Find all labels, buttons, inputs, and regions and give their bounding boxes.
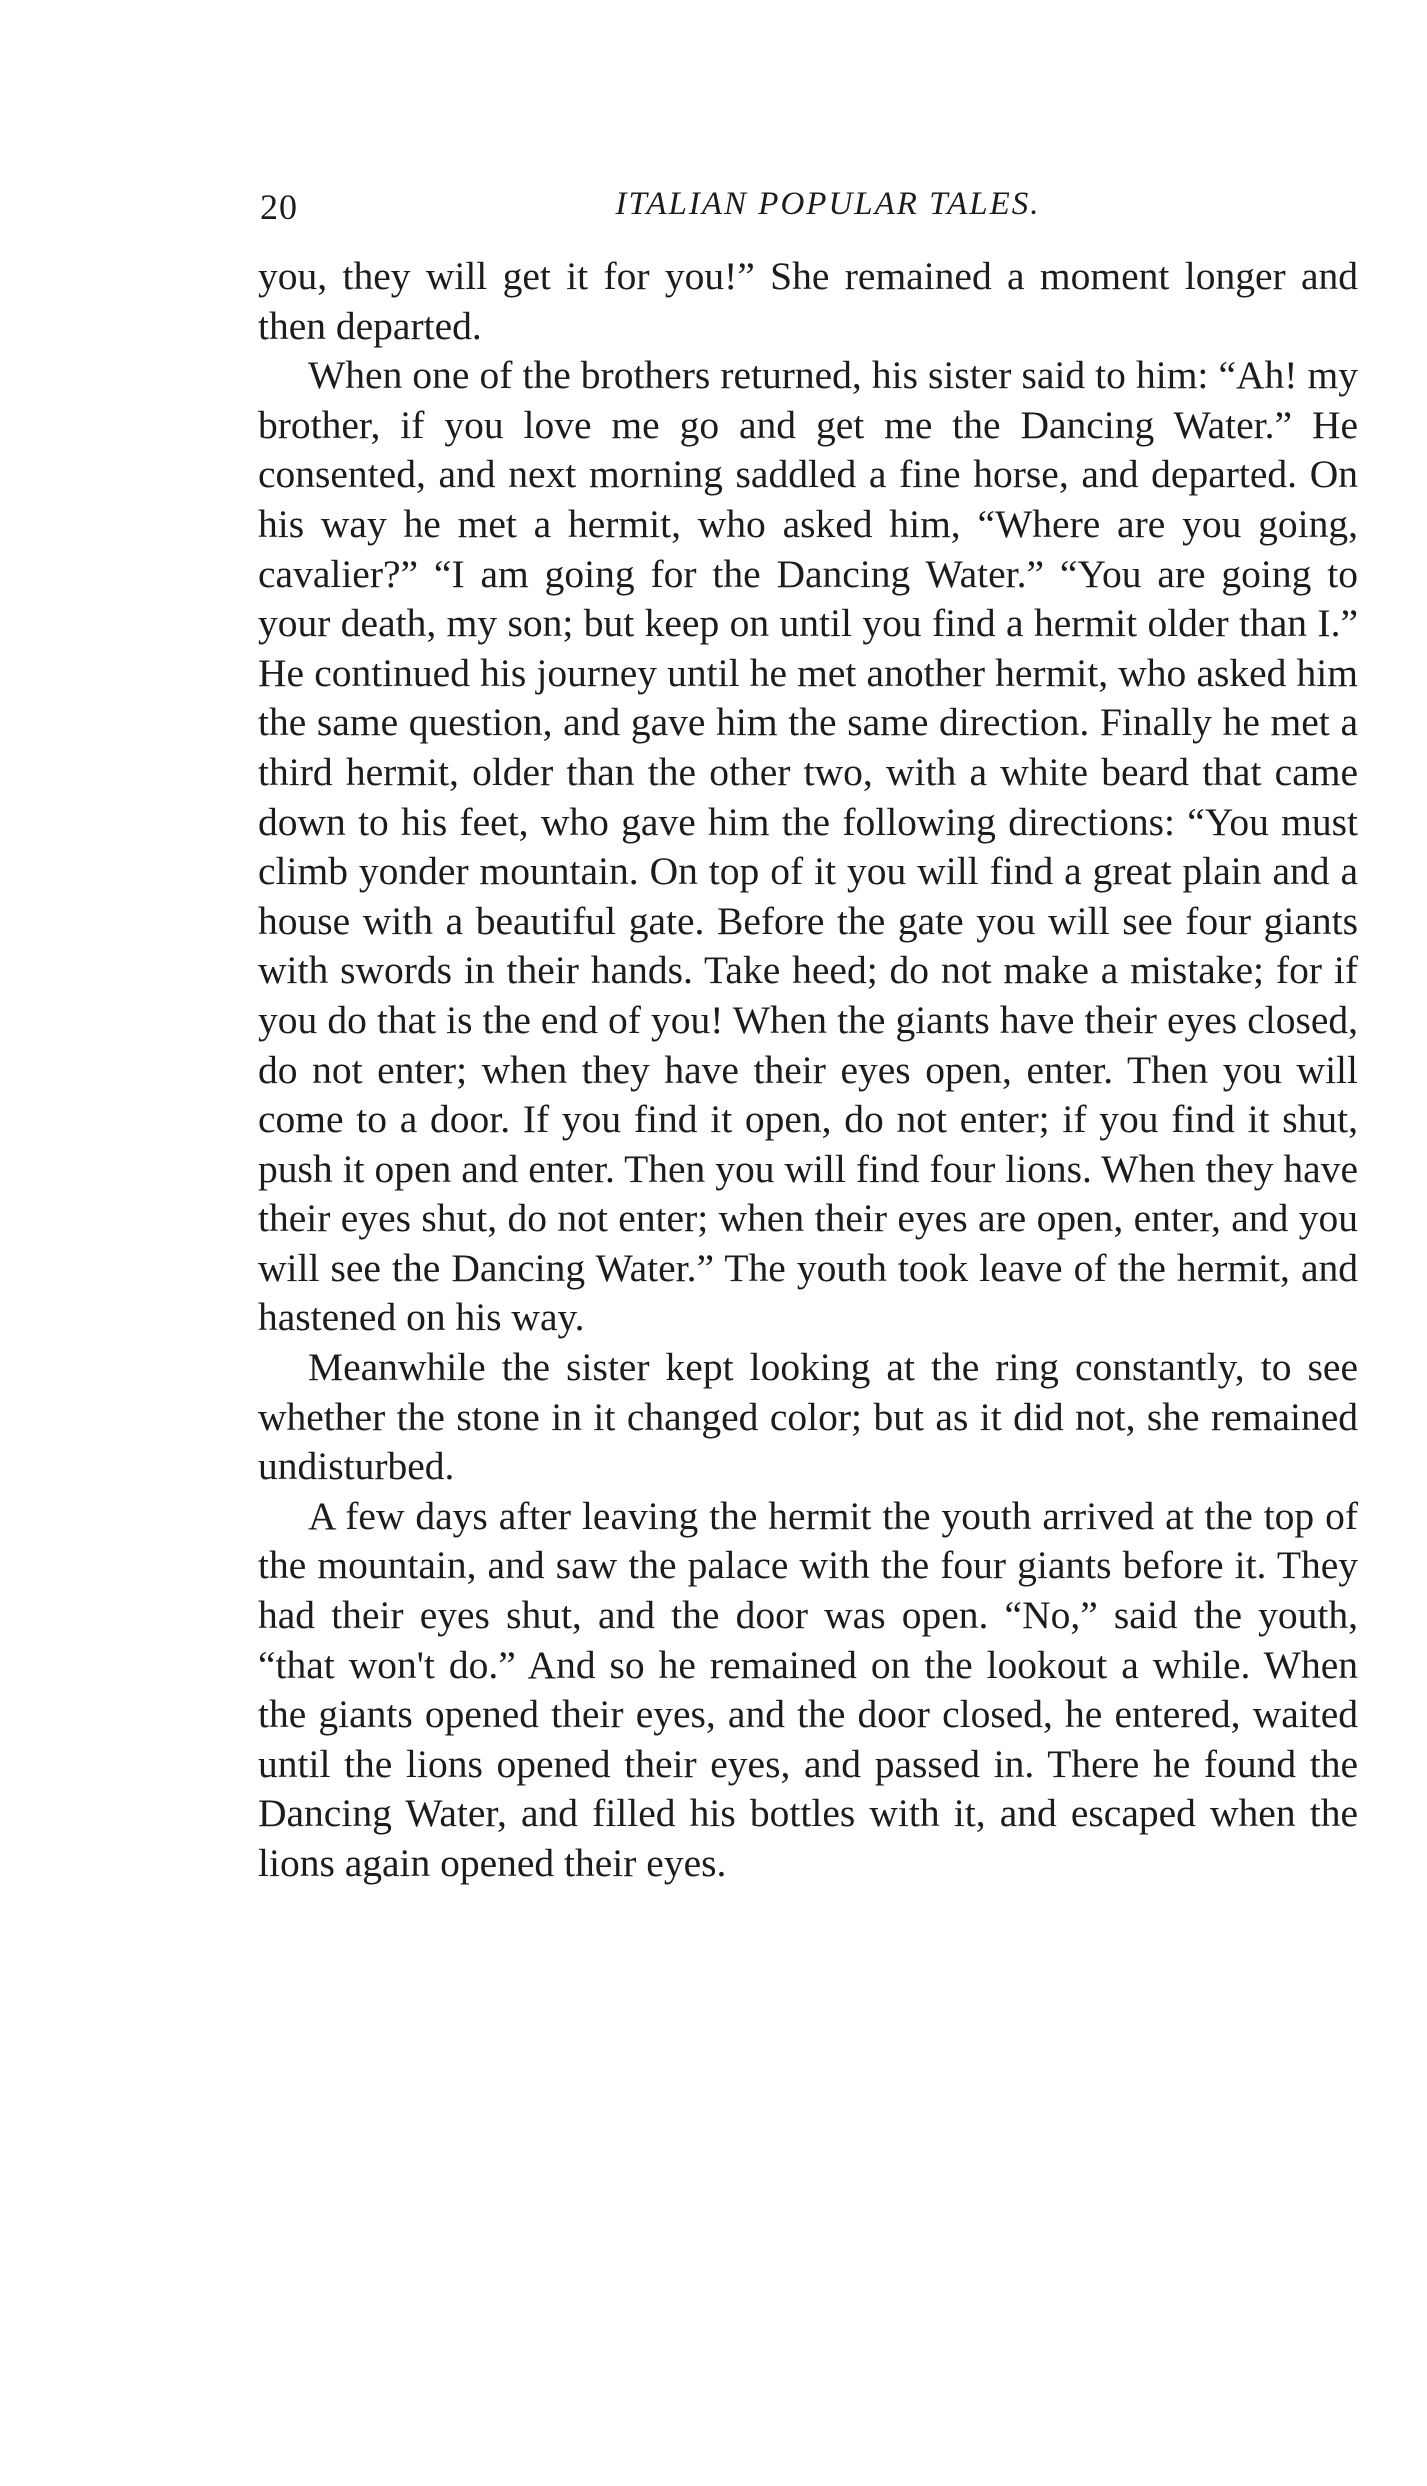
page-number: 20 (260, 187, 298, 227)
running-head (258, 178, 1358, 238)
book-page (258, 178, 1358, 1889)
body-text (258, 252, 1358, 1889)
paragraph: A few days after leaving the hermit the youth arrived at the top of the mountain, and saw the palace with the four giants before it. They had their eyes shut, and the door was open. “No,” said the youth, “that won't do.” And so he remained on the lookout a while. When the giants opened their eyes, and the door closed, he entered, waited until the lions opened their eyes, and passed in. There he found the Dancing Water, and filled his bottles with it, and escaped when the lions again opened their eyes. (258, 1493, 1358, 1885)
paragraph: When one of the brothers returned, his sister said to him: “Ah! my brother, if you love me go and get me the Dancing Water.” He consented, and next morning saddled a fine horse, and departed. On his way he met a hermit, who asked him, “Where are you going, cavalier?” “I am going for the Dancing Water.” “You are going to your death, my son; but keep on until you find a hermit older than I.” He continued his journey until he met another hermit, who asked him the same question, and gave him the same direction. Finally he met a third hermit, older than the other two, with a white beard that came down to his feet, who gave him the following directions: “You must climb yonder mountain. On top of it you will find a great plain and a house with a beautiful gate. Before the gate you will see four giants with swords in their hands. Take heed; do not make a mistake; for if you do that is the end of you! When the giants have their eyes closed, do not enter; when they have their eyes open, enter. Then you will come to a door. If you find it open, do not enter; if you find it shut, push it open and enter. Then you will find four lions. When they have their eyes shut, do not enter; when their eyes are open, enter, and you will see the Dancing Water.” The youth took leave of the hermit, and hastened on his way. (258, 353, 1358, 1340)
paragraph-continued: you, they will get it for you!” She remained a moment longer and then departed. (258, 254, 1358, 348)
running-title: ITALIAN POPULAR TALES. (615, 186, 1041, 222)
paragraph: Meanwhile the sister kept looking at the ring constantly, to see whether the stone in it changed color; but as it did not, she remained undisturbed. (258, 1345, 1358, 1489)
